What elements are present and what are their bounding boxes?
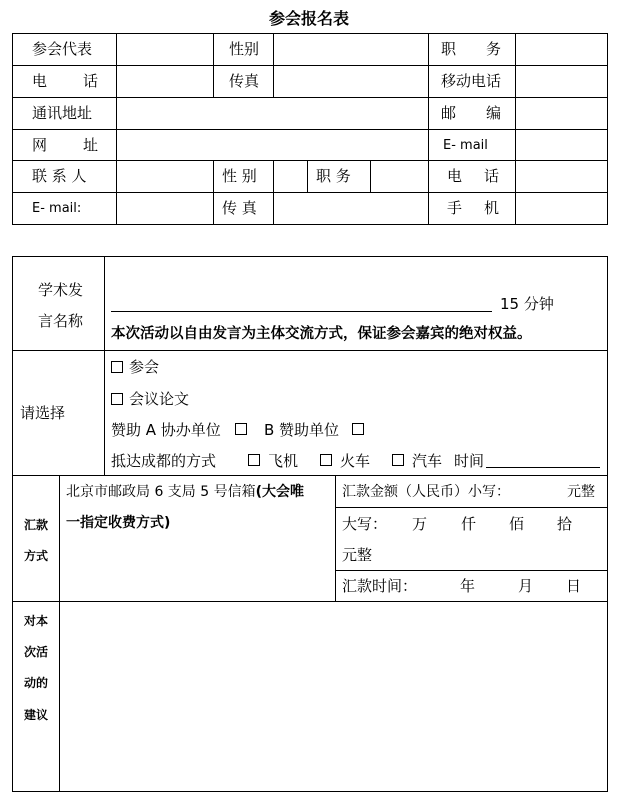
remit-address-line1: 北京市邮政局 6 支局 5 号信箱(大会唯 [66, 484, 305, 500]
remit-time-label: 汇款时间： [342, 577, 418, 595]
handset-label-1: 手 [447, 199, 463, 217]
contact-person-label: 联 系 人 [32, 167, 87, 185]
position-input[interactable] [516, 34, 607, 65]
unit-yuan: 元整 [342, 546, 373, 564]
mobile-input[interactable] [516, 66, 607, 97]
speech-label-1: 学术发 [38, 281, 84, 299]
form-title: 参会报名表 [268, 9, 349, 28]
email-input[interactable] [516, 130, 607, 160]
mobile-label: 移动电话 [441, 72, 502, 90]
attend-checkbox[interactable] [111, 361, 123, 373]
phone-input[interactable] [117, 66, 213, 97]
contact-position-label: 职 务 [316, 167, 351, 185]
email-label: E- mail [443, 138, 488, 153]
advice-label-3: 动的 [24, 676, 49, 690]
remit-year: 年 [460, 577, 476, 595]
amount-small-label: 汇款金额（人民币）小写： [342, 484, 510, 500]
position-label-2: 务 [486, 40, 502, 58]
rep-input[interactable] [117, 34, 213, 65]
sponsor-a-checkbox[interactable] [235, 423, 247, 435]
phone-label-1: 电 [32, 72, 48, 90]
handset-label-2: 机 [484, 199, 500, 217]
arrival-time-input[interactable] [486, 467, 600, 468]
remit-label-1: 汇款 [24, 518, 49, 532]
contact-person-input[interactable] [117, 161, 213, 192]
contact-email-input[interactable] [117, 193, 213, 224]
option-paper[interactable]: 会议论文 [111, 389, 189, 409]
speech-duration: 15 分钟 [500, 295, 554, 313]
fax-label: 传真 [229, 72, 260, 90]
address-input[interactable] [117, 98, 428, 129]
contact-gender-input[interactable] [274, 161, 307, 192]
contact-phone-input[interactable] [516, 161, 607, 192]
handset-input[interactable] [516, 193, 607, 224]
postcode-label-2: 编 [486, 104, 502, 122]
speech-note: 本次活动以自由发言为主体交流方式，保证参会嘉宾的绝对权益。 [111, 326, 532, 342]
postcode-input[interactable] [516, 98, 607, 129]
phone-label-2: 话 [83, 72, 99, 90]
fax-input[interactable] [274, 66, 428, 97]
paper-checkbox[interactable] [111, 393, 123, 405]
option-attend[interactable]: 参会 [111, 357, 159, 377]
advice-label-4: 建议 [24, 708, 49, 722]
advice-label-2: 次活 [24, 645, 49, 659]
website-input[interactable] [117, 130, 428, 160]
remit-month: 月 [518, 577, 534, 595]
sponsor-a-label: 赞助 A 协办单位 [111, 421, 221, 439]
gender-label: 性别 [229, 40, 260, 58]
amount-small-unit: 元整 [567, 484, 595, 500]
contact-fax-label: 传 真 [222, 199, 257, 217]
arrive-label: 抵达成都的方式 [111, 452, 217, 470]
unit-shi: 拾 [557, 515, 573, 533]
speech-label-2: 言名称 [38, 312, 84, 330]
postcode-label-1: 邮 [441, 104, 457, 122]
contact-phone-label-1: 电 [447, 167, 463, 185]
rep-label: 参会代表 [32, 40, 93, 58]
plane-checkbox[interactable] [248, 454, 260, 466]
select-label: 请选择 [20, 404, 66, 422]
contact-fax-input[interactable] [274, 193, 428, 224]
contact-position-input[interactable] [371, 161, 428, 192]
gender-input[interactable] [274, 34, 428, 65]
plane-label: 飞机 [268, 452, 299, 470]
advice-input[interactable] [60, 602, 607, 791]
website-label-1: 网 [32, 136, 48, 154]
car-checkbox[interactable] [392, 454, 404, 466]
contact-gender-label: 性 别 [222, 167, 257, 185]
position-label-1: 职 [441, 40, 457, 58]
remit-address-line2: 一指定收费方式) [66, 515, 171, 531]
sponsor-b-label: B 赞助单位 [264, 421, 340, 439]
address-label: 通讯地址 [32, 104, 93, 122]
train-checkbox[interactable] [320, 454, 332, 466]
remit-label-2: 方式 [24, 549, 49, 563]
amount-big-label: 大写： [342, 515, 388, 533]
unit-bai: 佰 [509, 515, 525, 533]
sponsor-b-checkbox[interactable] [352, 423, 364, 435]
contact-phone-label-2: 话 [484, 167, 500, 185]
contact-email-label: E- mail: [32, 201, 82, 216]
advice-label-1: 对本 [24, 614, 49, 628]
remit-day: 日 [566, 577, 582, 595]
train-label: 火车 [340, 452, 371, 470]
unit-qian: 仟 [461, 515, 477, 533]
car-label: 汽车 [412, 452, 443, 470]
arrival-time-label: 时间 [454, 452, 485, 470]
speech-title-input[interactable] [111, 311, 492, 312]
website-label-2: 址 [83, 136, 99, 154]
unit-wan: 万 [412, 515, 428, 533]
